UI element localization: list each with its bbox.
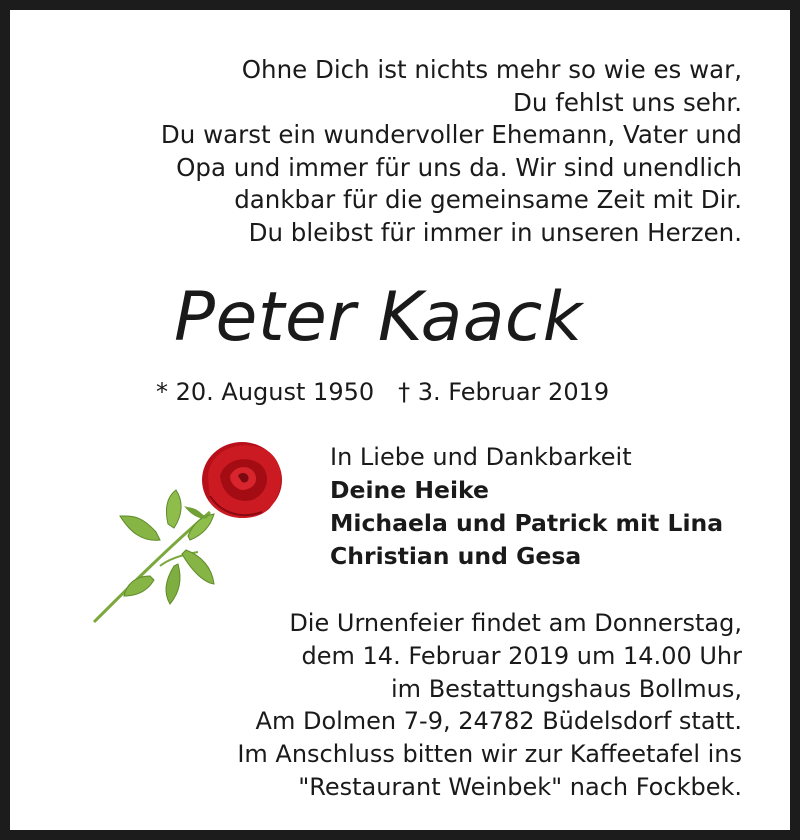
poem-line: Du warst ein wundervoller Ehemann, Vater und — [160, 120, 742, 150]
signers-intro: In Liebe und Dankbarkeit — [330, 443, 632, 471]
poem-line: dankbar für die gemeinsame Zeit mit Dir. — [234, 185, 742, 215]
life-dates — [156, 377, 609, 407]
signer-name: Christian und Gesa — [330, 542, 582, 570]
poem-line: Ohne Dich ist nichts mehr so wie es war, — [241, 55, 742, 84]
poem-block — [161, 54, 742, 250]
notice-line: Am Dolmen 7-9, 24782 Büdelsdorf statt. — [255, 707, 742, 736]
birth-date: * 20. August 1950 — [156, 378, 375, 406]
poem-line: Opa und immer für uns da. Wir sind unendlich — [176, 152, 742, 182]
notice-line: "Restaurant Weinbek" nach Fockbek. — [298, 772, 742, 801]
notice-line: dem 14. Februar 2019 um 14.00 Uhr — [301, 641, 742, 670]
funeral-notice — [237, 607, 742, 804]
poem-line: Du bleibst für immer in unseren Herzen. — [248, 217, 742, 247]
notice-line: Die Urnenfeier findet am Donnerstag, — [289, 609, 742, 637]
rose-illustration — [90, 436, 290, 626]
signers-block — [330, 441, 723, 573]
poem-line: Du fehlst uns sehr. — [513, 87, 742, 117]
signer-name: Deine Heike — [330, 476, 489, 504]
deceased-name: Peter Kaack — [174, 278, 583, 357]
notice-line: im Bestattungshaus Bollmus, — [391, 674, 742, 703]
signer-name: Michaela und Patrick mit Lina — [330, 509, 724, 537]
death-date: † 3. Februar 2019 — [398, 378, 610, 406]
notice-line: Im Anschluss bitten wir zur Kaffeetafel ins — [237, 740, 742, 769]
